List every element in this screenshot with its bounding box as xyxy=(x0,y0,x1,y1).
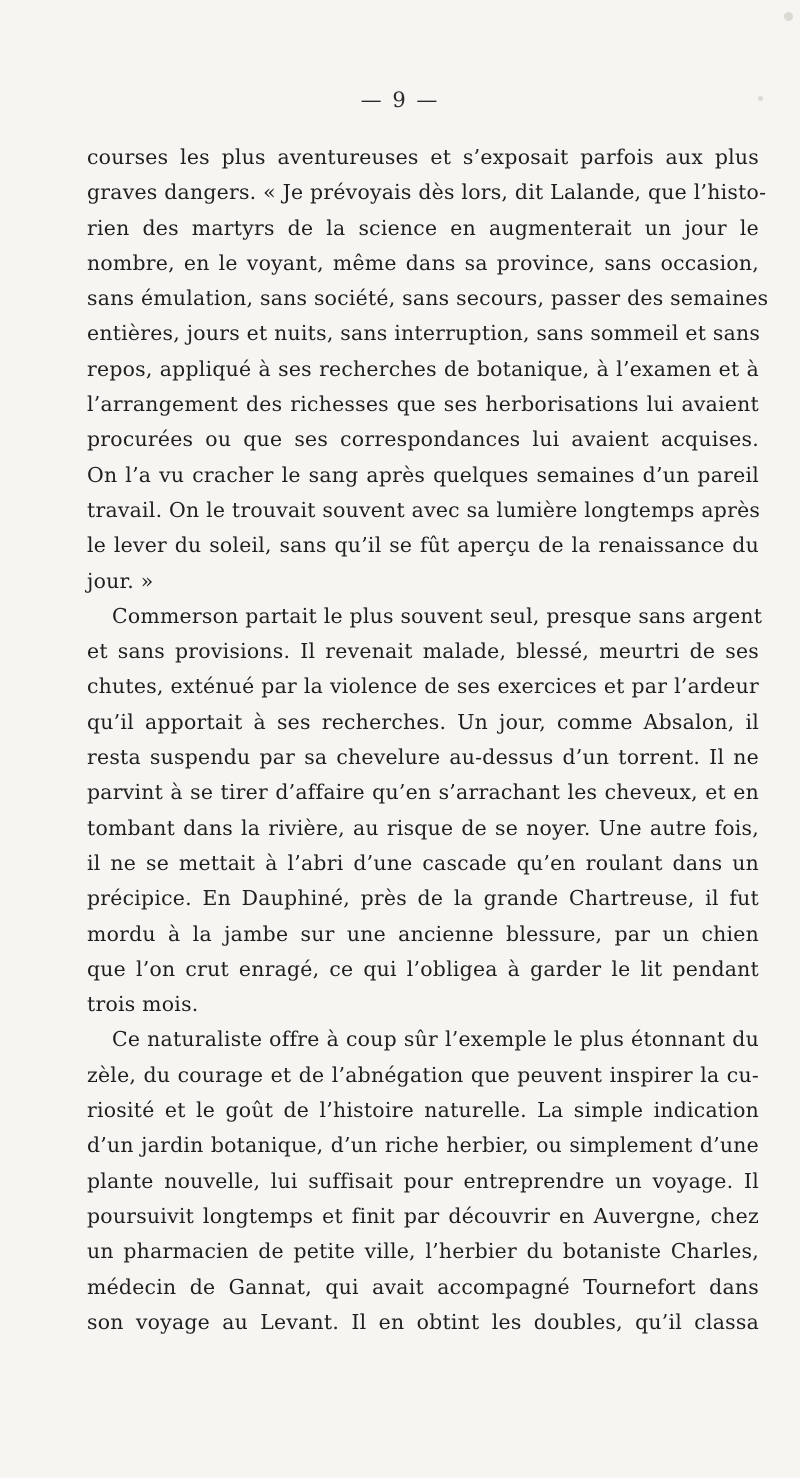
text-line: le lever du soleil, sans qu’il se fût aperçu de la renaissance du xyxy=(87,533,759,558)
text-line: graves dangers. « Je prévoyais dès lors, dit Lalande, que l’histo- xyxy=(87,180,767,205)
text-line: il ne se mettait à l’abri d’une cascade qu’en roulant dans un xyxy=(87,850,759,875)
text-line: nombre, en le voyant, même dans sa province, sans occasion, xyxy=(87,250,759,275)
text-line: que l’on crut enragé, ce qui l’obligea à garder le lit pendant xyxy=(87,956,759,981)
text-line: l’arrangement des richesses que ses herborisations lui avaient xyxy=(87,392,759,417)
text-line: son voyage au Levant. Il en obtint les doubles, qu’il classa xyxy=(87,1309,759,1334)
text-line: poursuivit longtemps et finit par découvrir en Auvergne, chez xyxy=(87,1203,759,1228)
paper-spot xyxy=(784,12,793,21)
body-text xyxy=(87,140,769,1340)
text-line: mordu à la jambe sur une ancienne blessure, par un chien xyxy=(87,921,759,946)
text-line: repos, appliqué à ses recherches de botanique, à l’examen et à xyxy=(87,356,759,381)
text-line: travail. On le trouvait souvent avec sa lumière longtemps après xyxy=(87,497,761,522)
text-line: qu’il apportait à ses recherches. Un jour, comme Absalon, il xyxy=(87,709,759,734)
text-line: chutes, exténué par la violence de ses exercices et par l’ardeur xyxy=(87,674,759,699)
text-line: Commerson partait le plus souvent seul, presque sans argent xyxy=(112,603,763,628)
text-line: procurées ou que ses correspondances lui avaient acquises. xyxy=(87,427,759,452)
text-line: sans émulation, sans société, sans secours, passer des semaines xyxy=(87,286,769,311)
text-line: parvint à se tirer d’affaire qu’en s’arrachant les cheveux, et en xyxy=(87,780,759,805)
text-line: Ce naturaliste offre à coup sûr l’exemple le plus étonnant du xyxy=(112,1027,759,1052)
text-line: rien des martyrs de la science en augmenterait un jour le xyxy=(87,215,759,240)
text-line: tombant dans la rivière, au risque de se noyer. Une autre fois, xyxy=(87,815,759,840)
text-line: entières, jours et nuits, sans interruption, sans sommeil et sans xyxy=(87,321,761,346)
text-line: zèle, du courage et de l’abnégation que peuvent inspirer la cu- xyxy=(87,1062,759,1087)
text-line: trois mois. xyxy=(87,992,199,1017)
text-line: précipice. En Dauphiné, près de la grande Chartreuse, il fut xyxy=(87,886,759,911)
text-line: plante nouvelle, lui suffisait pour entreprendre un voyage. Il xyxy=(87,1168,759,1193)
text-line: On l’a vu cracher le sang après quelques semaines d’un pareil xyxy=(87,462,759,487)
text-line: riosité et le goût de l’histoire naturelle. La simple indication xyxy=(87,1098,759,1123)
page-number: — 9 — xyxy=(360,88,440,112)
text-line: courses les plus aventureuses et s’exposait parfois aux plus xyxy=(87,145,759,169)
text-line: resta suspendu par sa chevelure au-dessus d’un torrent. Il ne xyxy=(87,745,759,770)
text-line: d’un jardin botanique, d’un riche herbier, ou simplement d’une xyxy=(87,1133,759,1158)
text-line: et sans provisions. Il revenait malade, blessé, meurtri de ses xyxy=(87,639,759,664)
text-line: un pharmacien de petite ville, l’herbier du botaniste Charles, xyxy=(87,1239,759,1264)
text-line: jour. » xyxy=(87,568,154,593)
text-line: médecin de Gannat, qui avait accompagné Tournefort dans xyxy=(87,1274,759,1299)
